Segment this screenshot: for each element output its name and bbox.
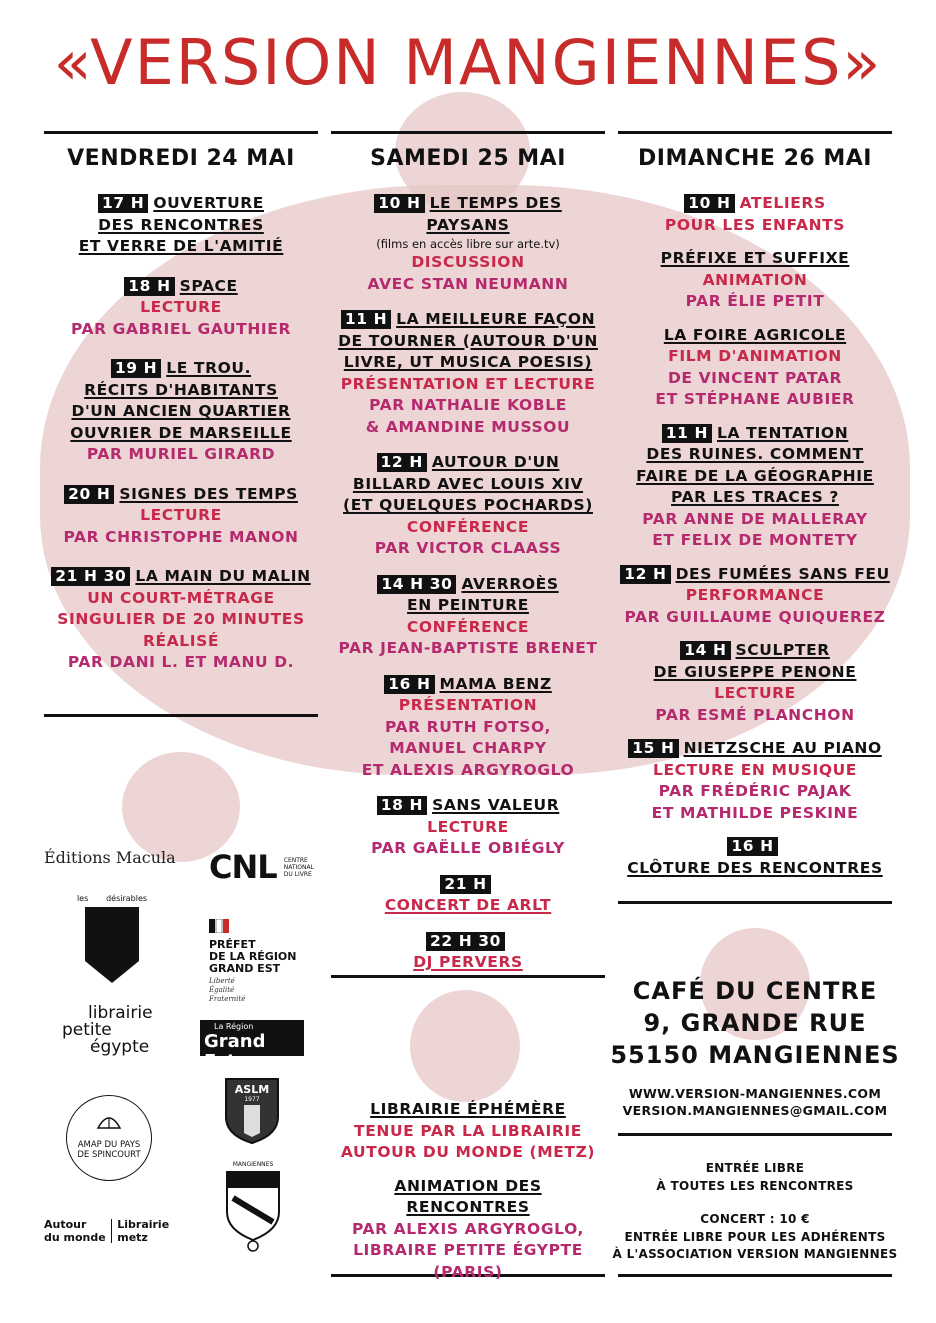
event bbox=[618, 738, 892, 824]
time-badge: 11 H bbox=[662, 424, 712, 443]
region-text: Grand Est bbox=[204, 1031, 266, 1072]
macula-logo: Éditions Macula bbox=[44, 848, 176, 867]
event-title: LA MAIN DU MALIN bbox=[135, 567, 311, 585]
divider bbox=[331, 131, 605, 134]
venue-street: 9, GRANDE RUE bbox=[643, 1009, 867, 1037]
event-author: ET FELIX DE MONTETY bbox=[652, 531, 858, 549]
background-blob-logos bbox=[122, 752, 240, 862]
event-author: PAR GABRIEL GAUTHIER bbox=[70, 319, 292, 338]
event-title: CONCERT DE ARLT bbox=[384, 896, 552, 914]
event-author: AVEC STAN NEUMANN bbox=[367, 274, 569, 293]
website-link[interactable]: WWW.VERSION-MANGIENNES.COM bbox=[628, 1086, 882, 1101]
amap-logo bbox=[66, 1095, 152, 1181]
day-header: SAMEDI 25 MAI bbox=[370, 146, 566, 171]
event-type: AUTOUR DU MONDE (METZ) bbox=[340, 1143, 596, 1161]
event-title: SIGNES DES TEMPS bbox=[119, 484, 298, 503]
event bbox=[331, 452, 605, 560]
event-author: PAR DANI L. ET MANU D. bbox=[67, 653, 295, 671]
event-title: BILLARD AVEC LOUIS XIV bbox=[352, 474, 584, 493]
event-author: PAR NATHALIE KOBLE bbox=[369, 396, 567, 414]
event-title: DE TOURNER (AUTOUR D'UN bbox=[338, 331, 598, 350]
event-title: SPACE bbox=[179, 276, 238, 295]
event bbox=[331, 193, 605, 295]
time-badge: 10 H bbox=[684, 194, 734, 213]
event-title: FAIRE DE LA GÉOGRAPHIE bbox=[636, 466, 874, 485]
divider bbox=[618, 1274, 892, 1277]
event-title: DES FUMÉES SANS FEU bbox=[675, 564, 890, 583]
time-badge: 21 H bbox=[440, 875, 490, 894]
event-title: CLÔTURE DES RENCONTRES bbox=[627, 858, 883, 877]
event-author: PAR RUTH FOTSO, bbox=[385, 717, 551, 736]
heart-shield-icon bbox=[81, 903, 143, 985]
event bbox=[331, 574, 605, 660]
cnl-sub: DU LIVRE bbox=[283, 870, 312, 878]
prefet-motto: Liberté bbox=[209, 977, 235, 985]
event-title: OUVERTURE bbox=[153, 194, 264, 212]
divider bbox=[618, 901, 892, 904]
event-type: DISCUSSION bbox=[411, 253, 525, 271]
event-type: PRÉSENTATION bbox=[398, 696, 538, 714]
event bbox=[618, 248, 892, 313]
event-author: ET MATHILDE PESKINE bbox=[651, 803, 859, 822]
autour-du-monde-logo bbox=[44, 1218, 169, 1244]
event-author: PAR GAËLLE OBIÉGLY bbox=[371, 839, 565, 857]
event-type: RÉALISÉ bbox=[142, 631, 220, 650]
event bbox=[618, 325, 892, 411]
desirables-text: désirables bbox=[106, 894, 148, 903]
divider bbox=[44, 131, 318, 134]
prefet-text: PRÉFET bbox=[209, 938, 256, 951]
event-author: PAR GUILLAUME QUIQUEREZ bbox=[624, 607, 886, 626]
time-badge: 11 H bbox=[341, 310, 391, 329]
petite-text: librairie bbox=[88, 1003, 153, 1023]
event-author: ET ALEXIS ARGYROGLO bbox=[361, 760, 575, 779]
event-title: LA FOIRE AGRICOLE bbox=[663, 325, 847, 344]
info-line: ENTRÉE LIBRE bbox=[705, 1161, 805, 1175]
time-badge: 21 H 30 bbox=[51, 567, 130, 586]
event-type: CONFÉRENCE bbox=[406, 517, 530, 536]
cnl-sub: NATIONAL bbox=[283, 863, 314, 871]
event-type: LECTURE bbox=[714, 684, 796, 702]
coat-of-arms-icon bbox=[223, 1168, 283, 1254]
event-type: FILM D'ANIMATION bbox=[668, 347, 842, 365]
event-author: PAR CHRISTOPHE MANON bbox=[63, 527, 299, 546]
prefet-logo bbox=[209, 918, 297, 1004]
event-title: RÉCITS D'HABITANTS bbox=[84, 380, 278, 399]
entry-info bbox=[600, 1160, 910, 1264]
event-author: DE VINCENT PATAR bbox=[667, 368, 843, 387]
event bbox=[331, 874, 605, 917]
event-title: SANS VALEUR bbox=[432, 796, 560, 814]
event-title: SCULPTER bbox=[735, 641, 830, 659]
petite-egypte-logo bbox=[62, 1005, 153, 1056]
event-type: ANIMATION bbox=[702, 270, 808, 289]
time-badge: 22 H 30 bbox=[426, 932, 505, 951]
desirables-logo bbox=[72, 894, 152, 989]
time-badge: 20 H bbox=[64, 485, 114, 504]
venue-block bbox=[600, 975, 910, 1119]
event-title: NIETZSCHE AU PIANO bbox=[683, 739, 882, 757]
mangiennes-coat-of-arms bbox=[222, 1161, 284, 1258]
info-line: À TOUTES LES RENCONTRES bbox=[656, 1178, 854, 1193]
time-badge: 19 H bbox=[111, 359, 161, 378]
event-title: LA MEILLEURE FAÇON bbox=[396, 310, 596, 328]
day-header: DIMANCHE 26 MAI bbox=[638, 146, 872, 171]
sunday-column bbox=[618, 146, 892, 897]
event-author: PAR VICTOR CLAASS bbox=[374, 539, 562, 557]
event-type: PERFORMANCE bbox=[685, 586, 825, 604]
divider bbox=[618, 1133, 892, 1136]
event bbox=[331, 1099, 605, 1164]
time-badge: 18 H bbox=[124, 277, 174, 296]
event-author: & AMANDINE MUSSOU bbox=[365, 417, 571, 436]
event-title: AVERROÈS bbox=[461, 574, 559, 593]
divider bbox=[618, 131, 892, 134]
cnl-logo bbox=[209, 848, 314, 886]
time-badge: 16 H bbox=[384, 675, 434, 694]
event-author: PAR MURIEL GIRARD bbox=[86, 445, 276, 463]
event bbox=[331, 1176, 605, 1284]
event-title: PRÉFIXE ET SUFFIXE bbox=[660, 249, 850, 267]
event bbox=[618, 640, 892, 726]
event bbox=[618, 423, 892, 552]
event bbox=[331, 931, 605, 974]
autour-text: Librairie bbox=[117, 1218, 170, 1231]
event-type: TENUE PAR LA LIBRAIRIE bbox=[354, 1121, 582, 1140]
petite-text: petite bbox=[62, 1020, 112, 1040]
event-author: PAR ANNE DE MALLERAY bbox=[642, 509, 868, 528]
event-author: MANUEL CHARPY bbox=[389, 739, 547, 757]
prefet-text: DE LA RÉGION bbox=[209, 950, 297, 963]
event bbox=[44, 358, 318, 466]
event-title: DES RENCONTRES bbox=[98, 215, 264, 234]
event-author: PAR ESMÉ PLANCHON bbox=[655, 705, 855, 724]
marianne-icon bbox=[209, 919, 229, 933]
time-badge: 14 H 30 bbox=[377, 575, 456, 594]
background-blob-bookshop bbox=[410, 990, 520, 1102]
event-title: D'UN ANCIEN QUARTIER bbox=[71, 402, 291, 420]
event-title: ATELIERS bbox=[739, 194, 826, 212]
time-badge: 10 H bbox=[374, 194, 424, 213]
event bbox=[618, 836, 892, 879]
time-badge: 14 H bbox=[680, 641, 730, 660]
event-title: LIBRAIRIE ÉPHÉMÈRE bbox=[370, 1100, 566, 1118]
info-line: ENTRÉE LIBRE POUR LES ADHÉRENTS bbox=[624, 1229, 886, 1244]
time-badge: 16 H bbox=[727, 837, 777, 856]
desirables-text: les bbox=[76, 894, 89, 903]
event-title: DES RUINES. COMMENT bbox=[646, 445, 864, 463]
event bbox=[331, 795, 605, 860]
event bbox=[331, 674, 605, 782]
event-author: PAR ALEXIS ARGYROGLO, bbox=[351, 1219, 585, 1238]
event-title: LA TENTATION bbox=[717, 423, 849, 442]
event-title: EN PEINTURE bbox=[407, 596, 529, 614]
event-type: PRÉSENTATION ET LECTURE bbox=[340, 374, 596, 393]
event-type: SINGULIER DE 20 MINUTES bbox=[57, 610, 305, 628]
event bbox=[44, 276, 318, 341]
bookshop-section bbox=[331, 1099, 605, 1301]
event bbox=[44, 566, 318, 674]
event bbox=[331, 309, 605, 438]
event-type: UN COURT-MÉTRAGE bbox=[87, 588, 275, 607]
event-type: LECTURE bbox=[140, 506, 222, 524]
time-badge: 18 H bbox=[377, 796, 427, 815]
cnl-letters: CNL bbox=[209, 848, 277, 886]
venue-name: CAFÉ DU CENTRE bbox=[632, 977, 878, 1005]
event-title: POUR LES ENFANTS bbox=[664, 215, 846, 234]
event-author: PAR JEAN-BAPTISTE BRENET bbox=[338, 639, 598, 657]
event-title: (ET QUELQUES POCHARDS) bbox=[343, 496, 593, 514]
event-title: PAR LES TRACES ? bbox=[671, 488, 839, 506]
prefet-motto: Égalité bbox=[209, 986, 235, 994]
region-text: La Région bbox=[214, 1022, 254, 1031]
event-title: LE TEMPS DES PAYSANS bbox=[426, 194, 562, 234]
event bbox=[618, 564, 892, 629]
divider bbox=[44, 714, 318, 717]
event-type: CONFÉRENCE bbox=[406, 617, 530, 636]
leaf-icon bbox=[96, 1112, 122, 1130]
day-header: VENDREDI 24 MAI bbox=[67, 146, 295, 171]
event-author: LIBRAIRE PETITE ÉGYPTE bbox=[353, 1241, 583, 1259]
time-badge: 12 H bbox=[620, 565, 670, 584]
prefet-text: GRAND EST bbox=[209, 962, 281, 975]
event-note: (films en accès libre sur arte.tv) bbox=[376, 237, 560, 251]
event bbox=[44, 193, 318, 258]
autour-text: du monde bbox=[44, 1231, 106, 1244]
amap-text: AMAP DU PAYS bbox=[77, 1140, 141, 1150]
prefet-motto: Fraternité bbox=[209, 995, 246, 1003]
event-title: ET VERRE DE L'AMITIÉ bbox=[78, 237, 284, 255]
email-link[interactable]: VERSION.MANGIENNES@GMAIL.COM bbox=[622, 1103, 888, 1118]
info-line: CONCERT : 10 € bbox=[700, 1212, 810, 1226]
event-title: DJ PERVERS bbox=[413, 953, 523, 971]
time-badge: 12 H bbox=[377, 453, 427, 472]
poster-title: «VERSION MANGIENNES» bbox=[53, 26, 883, 99]
region-grand-est-logo bbox=[200, 1020, 304, 1072]
time-badge: 17 H bbox=[98, 194, 148, 213]
event-title: DE GIUSEPPE PENONE bbox=[653, 662, 857, 681]
time-badge: 15 H bbox=[628, 739, 678, 758]
event-author: PAR FRÉDÉRIC PAJAK bbox=[658, 782, 852, 800]
event-title: LE TROU. bbox=[166, 359, 252, 377]
event-author: ET STÉPHANE AUBIER bbox=[655, 390, 855, 408]
event-type: LECTURE bbox=[140, 298, 222, 316]
event bbox=[44, 484, 318, 549]
autour-text: Autour bbox=[44, 1218, 87, 1231]
info-line: À L'ASSOCIATION VERSION MANGIENNES bbox=[612, 1247, 898, 1261]
event-title: AUTOUR D'UN bbox=[431, 453, 560, 471]
mangiennes-text: MANGIENNES bbox=[232, 1161, 274, 1168]
event-title: LIVRE, UT MUSICA POESIS) bbox=[343, 353, 593, 371]
event-title: ANIMATION DES RENCONTRES bbox=[394, 1176, 542, 1216]
event-title: OUVRIER DE MARSEILLE bbox=[70, 423, 292, 442]
amap-text: DE SPINCOURT bbox=[77, 1150, 141, 1160]
aslm-logo bbox=[222, 1077, 282, 1145]
event-type: LECTURE bbox=[427, 817, 509, 836]
petite-text: égypte bbox=[90, 1037, 150, 1057]
venue-city: 55150 MANGIENNES bbox=[610, 1041, 900, 1069]
event-type: LECTURE EN MUSIQUE bbox=[653, 760, 857, 779]
aslm-text: ASLM bbox=[234, 1083, 270, 1096]
event-author: (PARIS) bbox=[433, 1262, 503, 1281]
autour-text: metz bbox=[117, 1231, 148, 1244]
friday-column bbox=[44, 146, 318, 692]
aslm-year: 1977 bbox=[244, 1096, 260, 1103]
event-title: MAMA BENZ bbox=[439, 674, 552, 693]
saturday-column bbox=[331, 146, 605, 992]
cnl-sub: CENTRE bbox=[283, 856, 308, 864]
event bbox=[618, 193, 892, 236]
event-author: PAR ÉLIE PETIT bbox=[685, 292, 825, 310]
